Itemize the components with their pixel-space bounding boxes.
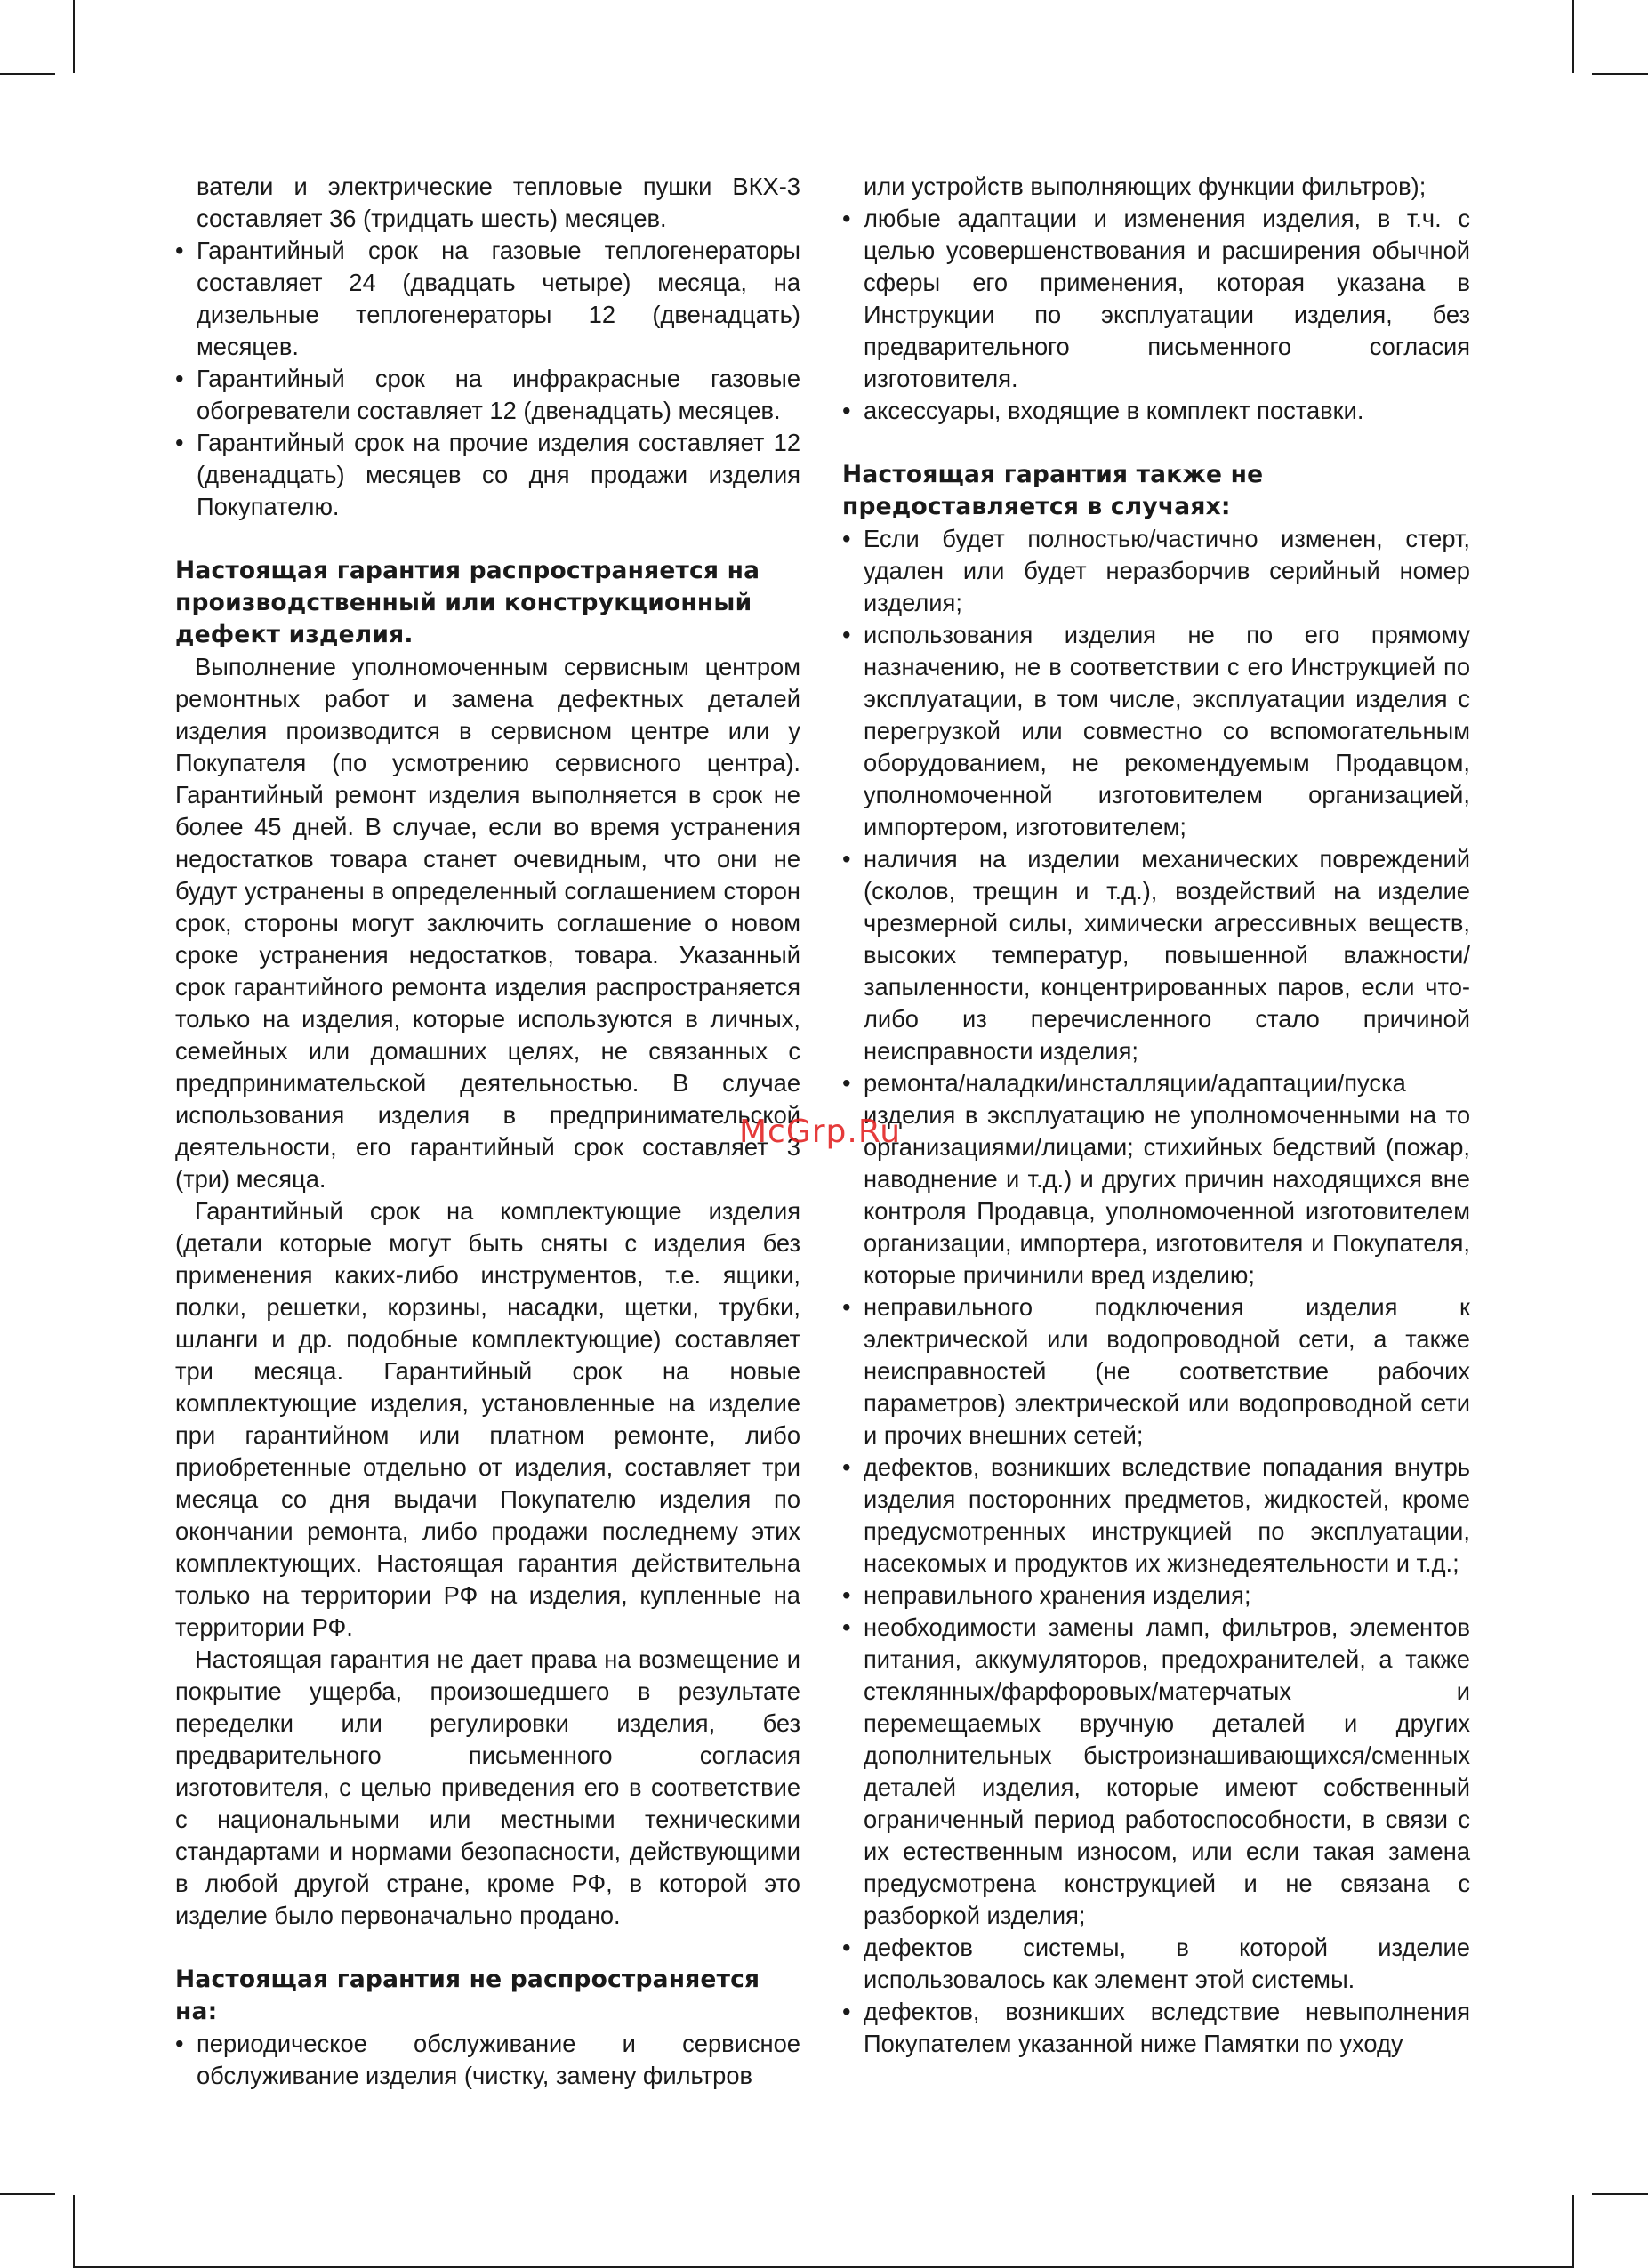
list-item: • любые адаптации и изменения изделия, в т.ч. с целью усовершенствования и расширения обычной сферы его применения, которая указана в Инструкции по эксплуатации изделия, без предварительного письменного согласия изготовителя. xyxy=(842,203,1470,395)
list-item: • дефектов системы, в которой изделие использовалось как элемент этой системы. xyxy=(842,1932,1470,1996)
list-item: • неправильного хранения изделия; xyxy=(842,1580,1470,1612)
crop-mark-bottom-left-h xyxy=(0,2193,55,2195)
list-item: • Гарантийный срок на газовые теплогенераторы составляет 24 (двадцать четыре) месяца, на дизельные теплогенераторы 12 (двенадцать) месяцев. xyxy=(175,235,800,363)
body-paragraph: Настоящая гарантия не дает права на возмещение и покрытие ущерба, произошедшего в результате переделки или регулировки изделия, без предварительного письменного согласия изготовителя, с целью приведения его в соответствие с национальными или местными техническими стандартами и нормами безопасности, действующими в любой другой стране, кроме РФ, в которой это изделие было первоначально продано. xyxy=(175,1645,800,1929)
body-paragraph: Гарантийный срок на комплектующие изделия (детали которые могут быть сняты с изделия без применения каких-либо инструментов, т.е. ящики, полки, решетки, корзины, насадки, щетки, трубки, шланги и др. подобные комплектующие) составляет три месяца. Гарантийный срок на новые комплектующие изделия, установленные на изделие при гарантийном или платном ремонте, либо приобретенные отдельно от изделия, составляет три месяца со дня выдачи Покупателю изделия по окончании ремонта, либо продажи последнему этих комплектующих. Настоящая гарантия действительна только на территории РФ на изделия, купленные на территории РФ. xyxy=(175,1197,800,1641)
list-item: • Гарантийный срок на прочие изделия составляет 12 (двенадцать) месяцев со дня продажи изделия Покупателю. xyxy=(175,427,800,523)
watermark: McGrp.Ru xyxy=(739,1114,902,1150)
left-column xyxy=(175,171,800,2092)
list-item: • наличия на изделии механических повреждений (сколов, трещин и т.д.), воздействий на изделие чрезмерной силы, химически агрессивных веществ, высоких температур, повышенной влажности/запыленности, концентрированных паров, если что-либо из перечисленного стало причиной неисправности изделия; xyxy=(842,843,1470,1067)
section-heading-exclusions: Настоящая гарантия не распространяется на: xyxy=(175,1966,760,2025)
crop-mark-top-right-h xyxy=(1592,73,1648,75)
list-item: • Если будет полностью/частично изменен, стерт, удален или будет неразборчив серийный номер изделия; xyxy=(842,523,1470,619)
list-item: • дефектов, возникших вследствие невыполнения Покупателем указанной ниже Памятки по уходу xyxy=(842,1996,1470,2060)
crop-mark-bottom-right-h xyxy=(1592,2193,1648,2195)
list-item: • периодическое обслуживание и сервисное обслуживание изделия (чистку, замену фильтров xyxy=(175,2028,800,2092)
right-continuation-text: или устройств выполняющих функции фильтров); xyxy=(864,173,1427,200)
section-heading-not-provided: Настоящая гарантия также не предоставляется в случаях: xyxy=(842,461,1264,520)
list-item: • использования изделия не по его прямому назначению, не в соответствии с его Инструкцией по эксплуатации, в том числе, эксплуатации изделия с перегрузкой или совместно со вспомогательным оборудованием, не рекомендуемым Продавцом, уполномоченной изготовителем организацией, импортером, изготовителем; xyxy=(842,619,1470,843)
list-item: • неправильного подключения изделия к электрической или водопроводной сети, а также неисправностей (не соответствие рабочих параметров) электрической или водопроводной сети и прочих внешних сетей; xyxy=(842,1291,1470,1452)
list-item: • Гарантийный срок на инфракрасные газовые обогреватели составляет 12 (двенадцать) месяцев. xyxy=(175,363,800,427)
left-continuation-text: ватели и электрические тепловые пушки ВКХ-3 составляет 36 (тридцать шесть) месяцев. xyxy=(197,173,800,232)
crop-mark-top-left-h xyxy=(0,73,55,75)
crop-mark-top-left-v xyxy=(73,0,75,73)
section-heading-coverage: Настоящая гарантия распространяется на производственный или конструкционный дефект изделия. xyxy=(175,557,760,648)
list-item: • ремонта/наладки/инсталляции/адаптации/пуска изделия в эксплуатацию не уполномоченными на то организациями/лицами; стихийных бедствий (пожар, наводнение и т.д.) и других причин находящихся вне контроля Продавца, уполномоченной изготовителем организации, импортера, изготовителя и Покупателя, которые причинили вред изделию; xyxy=(842,1067,1470,1291)
crop-mark-top-right-v xyxy=(1572,0,1574,73)
list-item: • дефектов, возникших вследствие попадания внутрь изделия посторонних предметов, жидкостей, кроме предусмотренных инструкцией по эксплуатации, насекомых и продуктов их жизнедеятельности и т.д.; xyxy=(842,1452,1470,1580)
body-paragraph: Выполнение уполномоченным сервисным центром ремонтных работ и замена дефектных деталей изделия производится в сервисном центре или у Покупателя (по усмотрению сервисного центра). Гарантийный ремонт изделия выполняется в срок не более 45 дней. В случае, если во время устранения недостатков товара станет очевидным, что они не будут устранены в определенный соглашением сторон срок, стороны могут заключить соглашение о новом сроке устранения недостатков, товара. Указанный срок гарантийного ремонта изделия распространяется только на изделия, которые используются в личных, семейных или домашних целях, не связанных с предпринимательской деятельностью. В случае использования изделия в предпринимательской деятельности, его гарантийный срок составляет 3 (три) месяца. xyxy=(175,653,800,1193)
crop-mark-bottom-left-v xyxy=(73,2195,75,2268)
right-column xyxy=(842,171,1470,2060)
list-item: • аксессуары, входящие в комплект поставки. xyxy=(842,395,1470,427)
crop-mark-bottom-right-v xyxy=(1572,2195,1574,2268)
list-item: • необходимости замены ламп, фильтров, элементов питания, аккумуляторов, предохранителей, а также стеклянных/фарфоровых/матерчатых и перемещаемых вручную деталей и других дополнительных быстроизнашивающихся/сменных деталей изделия, которые имеют собственный ограниченный период работоспособности, в связи с их естественным износом, или если такая замена предусмотрена конструкцией и не связана с разборкой изделия; xyxy=(842,1612,1470,1932)
